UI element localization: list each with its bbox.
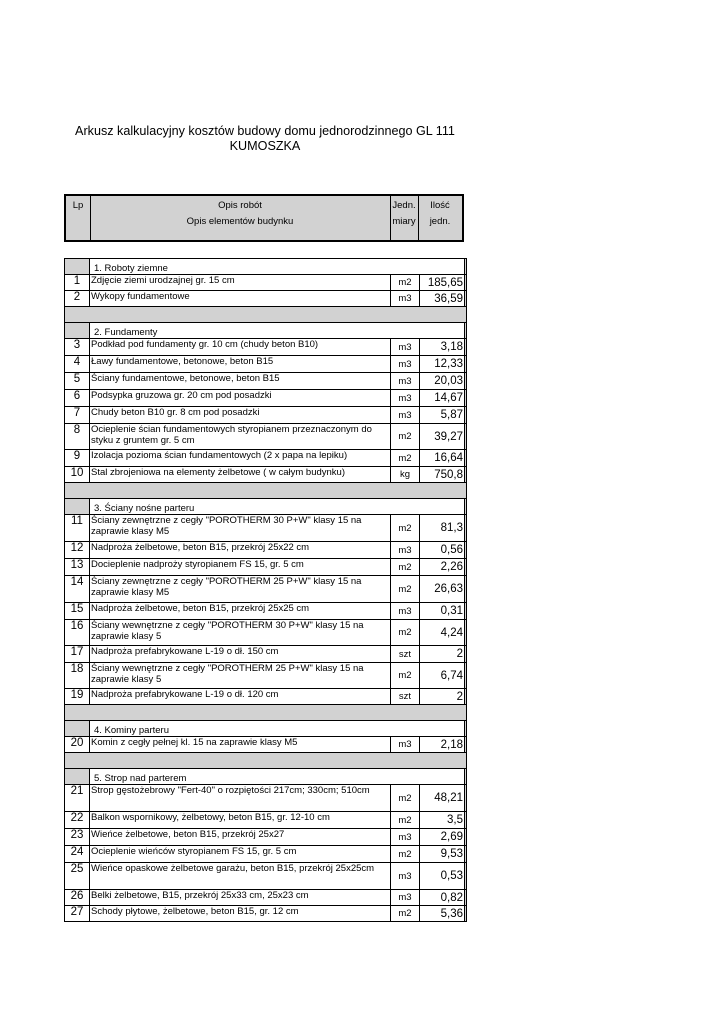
row-unit: m2: [391, 620, 420, 646]
header-lp: Lp: [72, 200, 84, 211]
table-row: [65, 339, 467, 356]
row-edge-cell: [465, 390, 467, 407]
row-quantity: 6,74: [420, 663, 465, 689]
table-row: [65, 646, 467, 663]
row-edge-cell: [465, 620, 467, 646]
row-quantity: 2: [420, 646, 465, 663]
row-edge-cell: [465, 467, 467, 483]
header-jedn-cell: [390, 196, 419, 240]
separator-cell: [65, 753, 467, 769]
row-number: 20: [65, 737, 90, 753]
table-row: [65, 559, 467, 576]
header-opis-line2: Opis elementów budynku: [186, 216, 294, 227]
row-unit: m3: [391, 737, 420, 753]
row-number: 25: [65, 863, 90, 890]
header-ilosc-line1: Ilość: [430, 200, 450, 211]
row-unit: m3: [391, 863, 420, 890]
row-description: Schody płytowe, żelbetowe, beton B15, gr. 12 cm: [90, 906, 391, 922]
row-unit: m2: [391, 450, 420, 467]
row-description: Docieplenie nadproży styropianem FS 15, gr. 5 cm: [90, 559, 391, 576]
row-number: 18: [65, 663, 90, 689]
row-unit: m3: [391, 390, 420, 407]
row-edge-cell: [465, 829, 467, 846]
row-edge-cell: [465, 846, 467, 863]
table-row: [65, 291, 467, 307]
section-lp-cell: [65, 721, 90, 737]
row-unit: szt: [391, 646, 420, 663]
table-row: [65, 663, 467, 689]
row-number: 14: [65, 576, 90, 603]
table-row: [65, 812, 467, 829]
row-quantity: 9,53: [420, 846, 465, 863]
header-opis-line1: Opis robót: [218, 200, 262, 211]
row-unit: m3: [391, 373, 420, 390]
row-number: 10: [65, 467, 90, 483]
section-title: 4. Kominy parteru: [90, 721, 465, 737]
row-quantity: 750,8: [420, 467, 465, 483]
row-edge-cell: [465, 890, 467, 906]
row-unit: m2: [391, 515, 420, 542]
row-description: Strop gęstożebrowy "Fert-40" o rozpiętości 217cm; 330cm; 510cm: [90, 785, 391, 812]
title-line-1: Arkusz kalkulacyjny kosztów budowy domu jednorodzinnego GL 111: [75, 124, 455, 138]
row-number: 11: [65, 515, 90, 542]
row-number: 24: [65, 846, 90, 863]
row-description: Chudy beton B10 gr. 8 cm pod posadzki: [90, 407, 391, 424]
row-unit: m3: [391, 829, 420, 846]
table-row: [65, 390, 467, 407]
section-edge-cell: [465, 259, 467, 275]
row-number: 15: [65, 603, 90, 620]
row-number: 12: [65, 542, 90, 559]
row-number: 3: [65, 339, 90, 356]
header-jedn-line1: Jedn.: [392, 200, 416, 211]
separator-cell: [65, 483, 467, 499]
row-edge-cell: [465, 576, 467, 603]
row-unit: m2: [391, 906, 420, 922]
row-edge-cell: [465, 450, 467, 467]
row-quantity: 0,56: [420, 542, 465, 559]
row-description: Belki żelbetowe, B15, przekrój 25x33 cm, 25x23 cm: [90, 890, 391, 906]
table-row: [65, 846, 467, 863]
row-quantity: 5,36: [420, 906, 465, 922]
row-edge-cell: [465, 663, 467, 689]
cost-table: [64, 258, 467, 922]
row-unit: m3: [391, 339, 420, 356]
table-row: [65, 785, 467, 812]
row-number: 9: [65, 450, 90, 467]
section-row: [65, 259, 467, 275]
row-quantity: 26,63: [420, 576, 465, 603]
row-description: Ocieplenie ścian fundamentowych styropianem przeznaczonym do styku z gruntem gr. 5 cm: [90, 424, 391, 450]
row-quantity: 0,82: [420, 890, 465, 906]
row-unit: m3: [391, 407, 420, 424]
row-number: 23: [65, 829, 90, 846]
row-description: Zdjęcie ziemi urodzajnej gr. 15 cm: [90, 275, 391, 291]
row-quantity: 2,69: [420, 829, 465, 846]
row-edge-cell: [465, 515, 467, 542]
title-line-2: KUMOSZKA: [229, 139, 301, 153]
row-description: Ściany wewnętrzne z cegły "POROTHERM 25 P+W" klasy 15 na zaprawie klasy 5: [90, 663, 391, 689]
row-unit: m3: [391, 542, 420, 559]
row-unit: szt: [391, 689, 420, 705]
section-row: [65, 499, 467, 515]
row-description: Wykopy fundamentowe: [90, 291, 391, 307]
row-description: Stal zbrojeniowa na elementy żelbetowe ( w całym budynku): [90, 467, 391, 483]
row-edge-cell: [465, 603, 467, 620]
header-ilosc-line2: jedn.: [429, 216, 451, 227]
row-description: Wieńce opaskowe żelbetowe garażu, beton B15, przekrój 25x25cm: [90, 863, 391, 890]
section-row: [65, 323, 467, 339]
row-number: 21: [65, 785, 90, 812]
row-description: Podsypka gruzowa gr. 20 cm pod posadzki: [90, 390, 391, 407]
row-quantity: 81,3: [420, 515, 465, 542]
row-edge-cell: [465, 424, 467, 450]
row-number: 27: [65, 906, 90, 922]
header-ilosc-cell: [418, 196, 462, 240]
document-title: [60, 124, 470, 154]
row-description: Komin z cegły pełnej kl. 15 na zaprawie klasy M5: [90, 737, 391, 753]
table-row: [65, 407, 467, 424]
separator-row: [65, 705, 467, 721]
row-quantity: 2,18: [420, 737, 465, 753]
row-unit: m2: [391, 424, 420, 450]
row-quantity: 0,31: [420, 603, 465, 620]
row-edge-cell: [465, 291, 467, 307]
table-row: [65, 603, 467, 620]
row-unit: m3: [391, 890, 420, 906]
separator-row: [65, 483, 467, 499]
table-row: [65, 689, 467, 705]
section-edge-cell: [465, 499, 467, 515]
row-edge-cell: [465, 356, 467, 373]
row-edge-cell: [465, 339, 467, 356]
row-number: 8: [65, 424, 90, 450]
row-unit: m2: [391, 785, 420, 812]
section-title: 1. Roboty ziemne: [90, 259, 465, 275]
table-row: [65, 829, 467, 846]
row-number: 16: [65, 620, 90, 646]
row-unit: m2: [391, 846, 420, 863]
table-row: [65, 373, 467, 390]
section-edge-cell: [465, 323, 467, 339]
row-unit: m2: [391, 559, 420, 576]
row-edge-cell: [465, 646, 467, 663]
row-description: Podkład pod fundamenty gr. 10 cm (chudy beton B10): [90, 339, 391, 356]
row-quantity: 36,59: [420, 291, 465, 307]
row-description: Ocieplenie wieńców styropianem FS 15, gr. 5 cm: [90, 846, 391, 863]
row-edge-cell: [465, 407, 467, 424]
row-description: Balkon wspornikowy, żelbetowy, beton B15, gr. 12-10 cm: [90, 812, 391, 829]
row-unit: m2: [391, 275, 420, 291]
cost-table-body: [65, 259, 467, 922]
table-header: [64, 194, 464, 242]
row-quantity: 20,03: [420, 373, 465, 390]
row-quantity: 4,24: [420, 620, 465, 646]
table-row: [65, 576, 467, 603]
table-row: [65, 424, 467, 450]
row-description: Ściany fundamentowe, betonowe, beton B15: [90, 373, 391, 390]
header-lp-cell: [66, 196, 91, 240]
row-number: 22: [65, 812, 90, 829]
row-number: 26: [65, 890, 90, 906]
row-edge-cell: [465, 275, 467, 291]
row-number: 5: [65, 373, 90, 390]
row-unit: kg: [391, 467, 420, 483]
separator-row: [65, 753, 467, 769]
row-edge-cell: [465, 737, 467, 753]
section-row: [65, 721, 467, 737]
row-edge-cell: [465, 373, 467, 390]
table-row: [65, 890, 467, 906]
table-row: [65, 467, 467, 483]
section-lp-cell: [65, 769, 90, 785]
row-quantity: 12,33: [420, 356, 465, 373]
row-description: Wieńce żelbetowe, beton B15, przekrój 25x27: [90, 829, 391, 846]
row-edge-cell: [465, 689, 467, 705]
row-quantity: 48,21: [420, 785, 465, 812]
section-edge-cell: [465, 721, 467, 737]
row-quantity: 185,65: [420, 275, 465, 291]
section-title: 2. Fundamenty: [90, 323, 465, 339]
row-quantity: 3,18: [420, 339, 465, 356]
row-description: Ściany zewnętrzne z cegły "POROTHERM 25 P+W" klasy 15 na zaprawie klasy M5: [90, 576, 391, 603]
row-quantity: 14,67: [420, 390, 465, 407]
section-lp-cell: [65, 323, 90, 339]
section-edge-cell: [465, 769, 467, 785]
row-description: Ściany zewnętrzne z cegły "POROTHERM 30 P+W" klasy 15 na zaprawie klasy M5: [90, 515, 391, 542]
row-unit: m3: [391, 356, 420, 373]
table-row: [65, 737, 467, 753]
header-opis-cell: [90, 196, 391, 240]
table-row: [65, 863, 467, 890]
row-description: Ściany wewnętrzne z cegły "POROTHERM 30 P+W" klasy 15 na zaprawie klasy 5: [90, 620, 391, 646]
row-description: Ławy fundamentowe, betonowe, beton B15: [90, 356, 391, 373]
table-row: [65, 620, 467, 646]
table-row: [65, 515, 467, 542]
row-number: 17: [65, 646, 90, 663]
separator-cell: [65, 705, 467, 721]
row-edge-cell: [465, 906, 467, 922]
row-description: Izolacja pozioma ścian fundamentowych (2 x papa na lepiku): [90, 450, 391, 467]
row-edge-cell: [465, 863, 467, 890]
row-quantity: 3,5: [420, 812, 465, 829]
row-quantity: 2: [420, 689, 465, 705]
row-unit: m2: [391, 663, 420, 689]
section-lp-cell: [65, 499, 90, 515]
row-unit: m2: [391, 812, 420, 829]
table-row: [65, 356, 467, 373]
table-row: [65, 906, 467, 922]
row-number: 7: [65, 407, 90, 424]
row-edge-cell: [465, 812, 467, 829]
row-quantity: 39,27: [420, 424, 465, 450]
row-unit: m3: [391, 291, 420, 307]
separator-row: [65, 307, 467, 323]
row-description: Nadproża żelbetowe, beton B15, przekrój 25x25 cm: [90, 603, 391, 620]
row-quantity: 16,64: [420, 450, 465, 467]
row-number: 4: [65, 356, 90, 373]
separator-cell: [65, 307, 467, 323]
row-unit: m2: [391, 576, 420, 603]
table-row: [65, 542, 467, 559]
row-number: 19: [65, 689, 90, 705]
row-description: Nadproża żelbetowe, beton B15, przekrój 25x22 cm: [90, 542, 391, 559]
section-title: 3. Ściany nośne parteru: [90, 499, 465, 515]
row-description: Nadproża prefabrykowane L-19 o dł. 120 cm: [90, 689, 391, 705]
section-row: [65, 769, 467, 785]
header-jedn-line2: miary: [392, 216, 416, 227]
table-row: [65, 275, 467, 291]
section-lp-cell: [65, 259, 90, 275]
row-number: 2: [65, 291, 90, 307]
table-row: [65, 450, 467, 467]
row-edge-cell: [465, 785, 467, 812]
row-number: 1: [65, 275, 90, 291]
section-title: 5. Strop nad parterem: [90, 769, 465, 785]
row-quantity: 5,87: [420, 407, 465, 424]
row-number: 13: [65, 559, 90, 576]
row-number: 6: [65, 390, 90, 407]
row-quantity: 0,53: [420, 863, 465, 890]
row-description: Nadproża prefabrykowane L-19 o dł. 150 cm: [90, 646, 391, 663]
row-edge-cell: [465, 542, 467, 559]
row-quantity: 2,26: [420, 559, 465, 576]
row-unit: m3: [391, 603, 420, 620]
row-edge-cell: [465, 559, 467, 576]
